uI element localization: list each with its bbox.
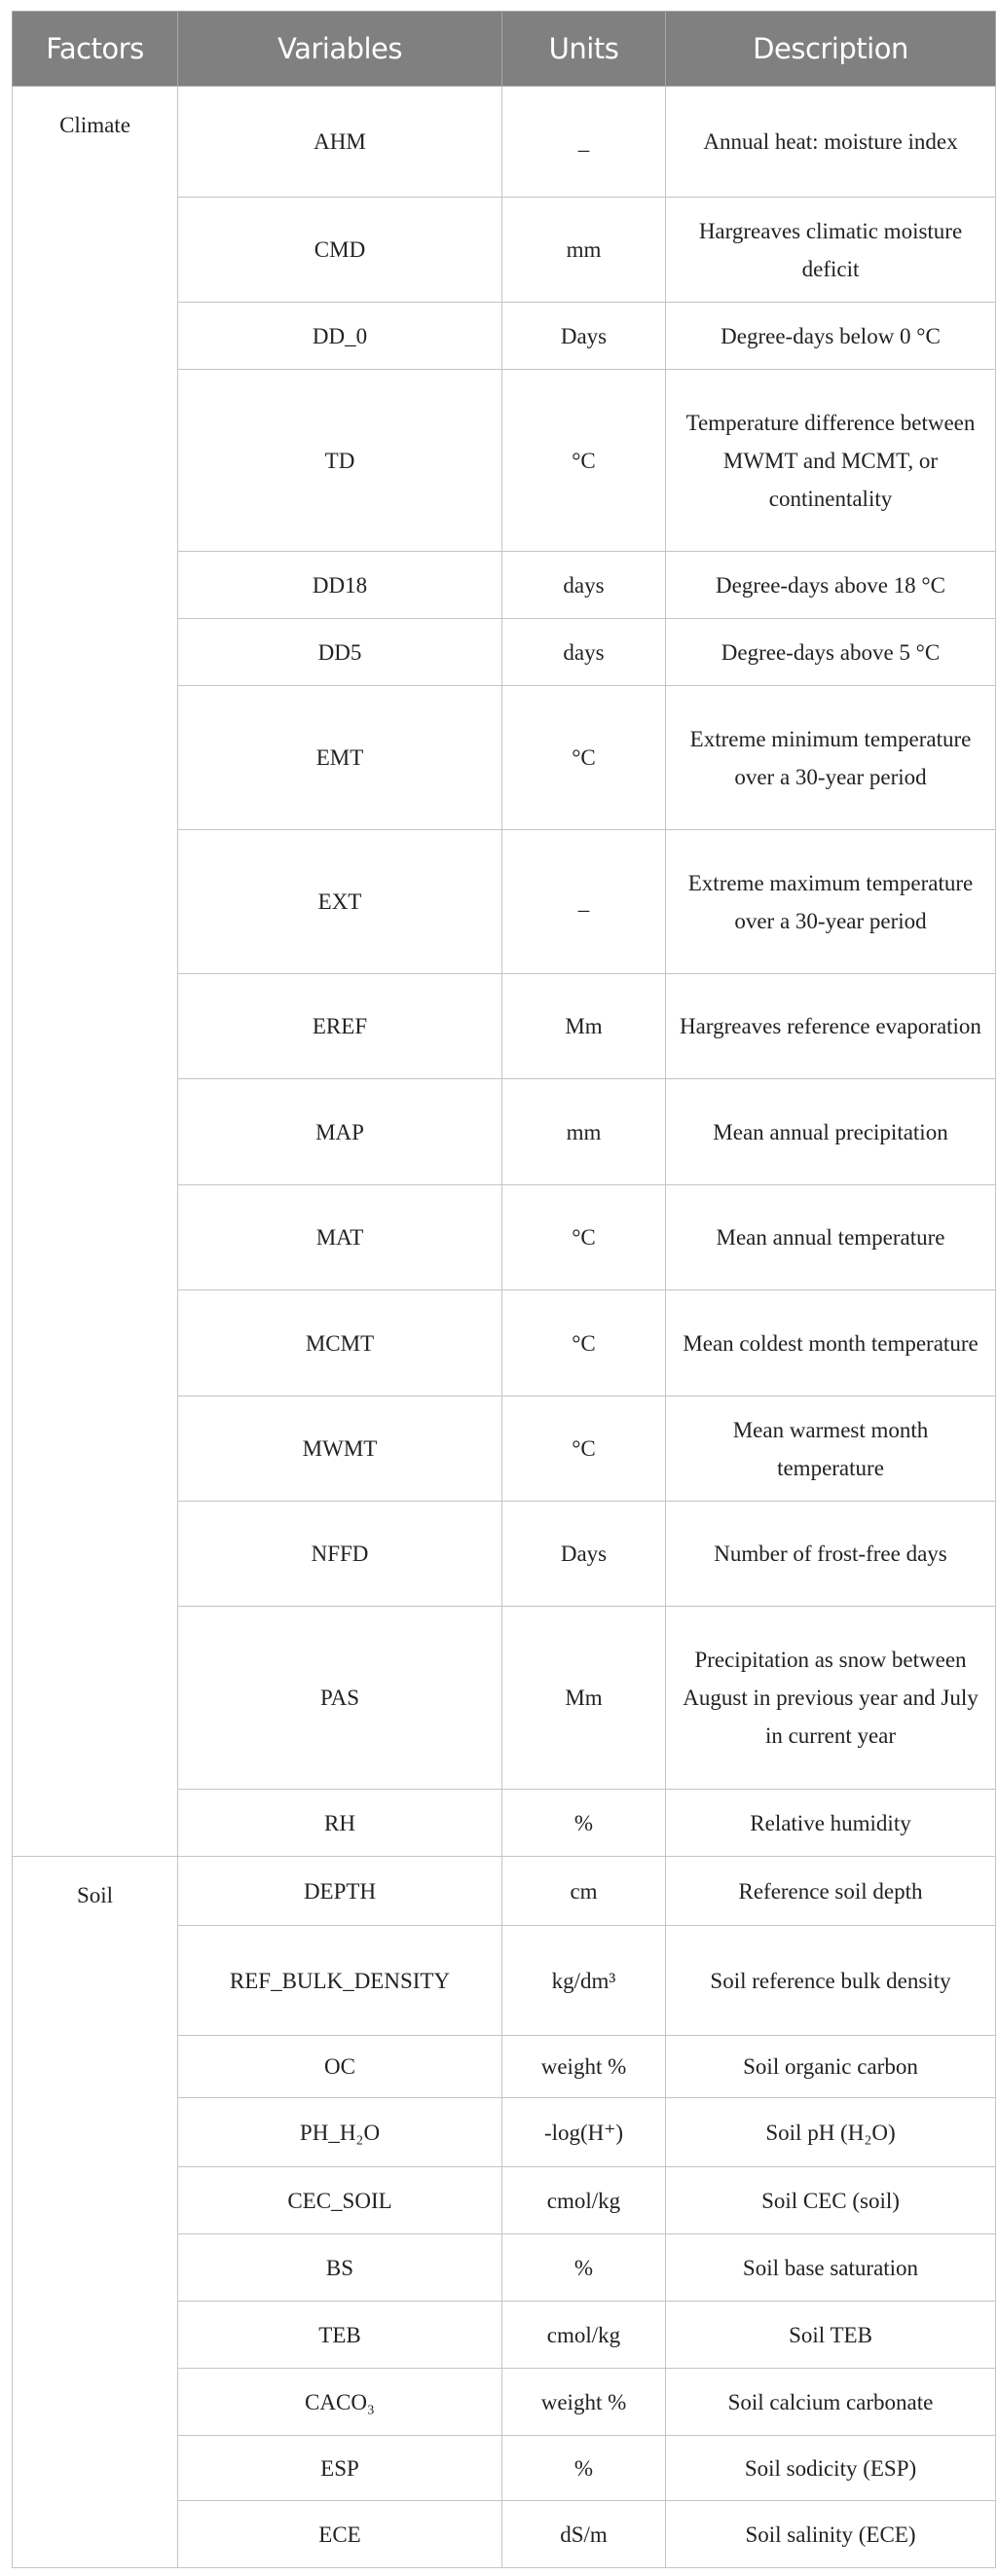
unit-cell: cm (502, 1857, 666, 1926)
unit-cell: Days (502, 303, 666, 370)
description-cell: Soil pH (H₂O) (666, 2098, 996, 2167)
variable-cell: MAP (178, 1079, 502, 1185)
description-cell: Relative humidity (666, 1790, 996, 1857)
variable-cell: CACO₃ (178, 2369, 502, 2436)
description-cell: Extreme maximum temperature over a 30-year period (666, 830, 996, 974)
variable-cell: CMD (178, 198, 502, 303)
description-cell: Soil CEC (soil) (666, 2167, 996, 2234)
unit-cell: kg/dm³ (502, 1926, 666, 2036)
variable-cell: CEC_SOIL (178, 2167, 502, 2234)
description-cell: Soil reference bulk density (666, 1926, 996, 2036)
unit-cell: Mm (502, 1607, 666, 1790)
unit-cell: days (502, 619, 666, 686)
variable-cell: PH_H₂O (178, 2098, 502, 2167)
variable-cell: RH (178, 1790, 502, 1857)
unit-cell: days (502, 552, 666, 619)
factor-cell: Climate (13, 87, 178, 1857)
unit-cell: mm (502, 198, 666, 303)
header-factors: Factors (13, 12, 178, 87)
unit-cell: mm (502, 1079, 666, 1185)
unit-cell: weight % (502, 2369, 666, 2436)
description-cell: Soil TEB (666, 2302, 996, 2369)
variable-cell: EMT (178, 686, 502, 830)
unit-cell: °C (502, 1290, 666, 1397)
description-cell: Soil salinity (ECE) (666, 2501, 996, 2568)
description-cell: Precipitation as snow between August in previous year and July in current year (666, 1607, 996, 1790)
table-row (13, 87, 996, 198)
variable-cell: MWMT (178, 1397, 502, 1502)
description-cell: Degree-days above 18 °C (666, 552, 996, 619)
description-cell: Mean warmest month temperature (666, 1397, 996, 1502)
variable-cell: EREF (178, 974, 502, 1079)
variable-cell: DD_0 (178, 303, 502, 370)
description-cell: Mean annual temperature (666, 1185, 996, 1290)
description-cell: Soil base saturation (666, 2234, 996, 2302)
description-cell: Soil calcium carbonate (666, 2369, 996, 2436)
description-cell: Number of frost-free days (666, 1502, 996, 1607)
factor-cell: Soil (13, 1857, 178, 2568)
unit-cell: Mm (502, 974, 666, 1079)
description-cell: Reference soil depth (666, 1857, 996, 1926)
description-cell: Soil organic carbon (666, 2036, 996, 2098)
unit-cell: cmol/kg (502, 2302, 666, 2369)
variables-table (12, 11, 996, 2568)
unit-cell: weight % (502, 2036, 666, 2098)
header-description: Description (666, 12, 996, 87)
header-variables: Variables (178, 12, 502, 87)
description-cell: Hargreaves reference evaporation (666, 974, 996, 1079)
description-cell: Extreme minimum temperature over a 30-year period (666, 686, 996, 830)
variable-cell: MAT (178, 1185, 502, 1290)
variable-cell: NFFD (178, 1502, 502, 1607)
description-cell: Temperature difference between MWMT and MCMT, or continentality (666, 370, 996, 552)
unit-cell: % (502, 2436, 666, 2501)
unit-cell: Days (502, 1502, 666, 1607)
table-row (13, 1857, 996, 1926)
unit-cell: dS/m (502, 2501, 666, 2568)
header-units: Units (502, 12, 666, 87)
description-cell: Annual heat: moisture index (666, 87, 996, 198)
description-cell: Mean annual precipitation (666, 1079, 996, 1185)
unit-cell: _ (502, 87, 666, 198)
variable-cell: ESP (178, 2436, 502, 2501)
description-cell: Degree-days above 5 °C (666, 619, 996, 686)
description-cell: Soil sodicity (ESP) (666, 2436, 996, 2501)
unit-cell: °C (502, 1397, 666, 1502)
variable-cell: TD (178, 370, 502, 552)
variable-cell: OC (178, 2036, 502, 2098)
unit-cell: °C (502, 370, 666, 552)
variable-cell: MCMT (178, 1290, 502, 1397)
unit-cell: -log(H⁺) (502, 2098, 666, 2167)
variable-cell: ECE (178, 2501, 502, 2568)
variable-cell: DD5 (178, 619, 502, 686)
variable-cell: PAS (178, 1607, 502, 1790)
variable-cell: TEB (178, 2302, 502, 2369)
unit-cell: _ (502, 830, 666, 974)
variable-cell: REF_BULK_DENSITY (178, 1926, 502, 2036)
variable-cell: BS (178, 2234, 502, 2302)
unit-cell: cmol/kg (502, 2167, 666, 2234)
variable-cell: EXT (178, 830, 502, 974)
header-row (13, 12, 996, 87)
variable-cell: DEPTH (178, 1857, 502, 1926)
unit-cell: °C (502, 686, 666, 830)
description-cell: Hargreaves climatic moisture deficit (666, 198, 996, 303)
unit-cell: % (502, 2234, 666, 2302)
description-cell: Mean coldest month temperature (666, 1290, 996, 1397)
unit-cell: % (502, 1790, 666, 1857)
table-body (13, 87, 996, 2568)
unit-cell: °C (502, 1185, 666, 1290)
variable-cell: AHM (178, 87, 502, 198)
description-cell: Degree-days below 0 °C (666, 303, 996, 370)
variable-cell: DD18 (178, 552, 502, 619)
